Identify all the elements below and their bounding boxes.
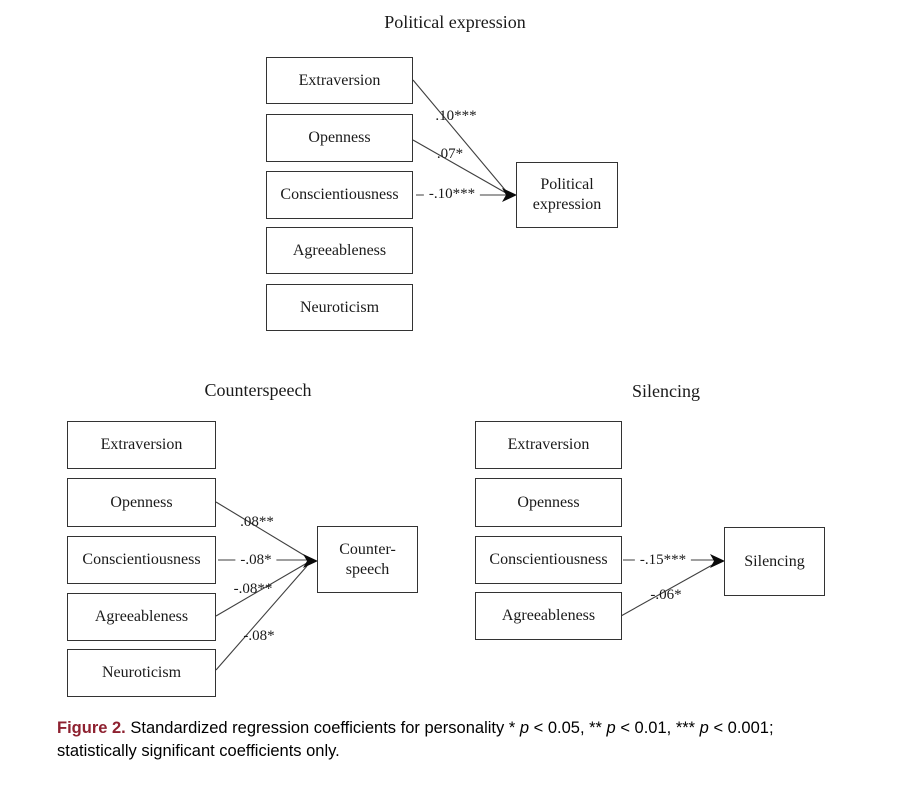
outcome-label-line: expression — [532, 196, 602, 213]
outcome-label-line: Political — [540, 176, 594, 193]
diagram-title-counterspeech: Counterspeech — [204, 380, 312, 400]
coef-extraversion-political-expression: .10*** — [435, 108, 477, 124]
predictor-box-agreeableness-2: Agreeableness — [67, 593, 216, 641]
coef-neuroticism-counterspeech: -.08* — [243, 628, 275, 644]
predictor-box-neuroticism-2: Neuroticism — [67, 649, 216, 697]
coef-agreeableness-silencing: -.06* — [650, 587, 682, 603]
figure-caption-line2: statistically significant coefficients only. — [57, 742, 340, 760]
arrowhead-silencing — [710, 554, 725, 568]
caption-p-symbol: p — [519, 719, 530, 737]
outcome-box-silencing — [724, 527, 825, 596]
coef-openness-political-expression: .07* — [436, 146, 464, 162]
predictor-box-agreeableness-1: Agreeableness — [266, 227, 413, 274]
figure-caption-label: Figure 2. — [57, 719, 126, 737]
predictor-box-openness-1: Openness — [266, 114, 413, 162]
caption-text: < 0.01, *** — [615, 719, 700, 737]
diagram-title-silencing: Silencing — [632, 381, 700, 401]
caption-p-symbol: p — [606, 719, 616, 737]
predictor-box-conscientiousness-1: Conscientiousness — [266, 171, 413, 219]
predictor-box-extraversion-2: Extraversion — [67, 421, 216, 469]
predictor-box-conscientiousness-3: Conscientiousness — [475, 536, 622, 584]
predictor-box-extraversion-3: Extraversion — [475, 421, 622, 469]
edge-extraversion-political-expression — [413, 80, 506, 191]
coef-conscientiousness-political-expression: -.10*** — [424, 185, 480, 203]
caption-text: < 0.05, ** — [529, 719, 607, 737]
caption-text: < 0.001; — [708, 719, 774, 737]
figure-caption — [57, 717, 887, 763]
outcome-label-line: Counter- — [339, 540, 396, 558]
outcome-label-line: Silencing — [744, 552, 805, 570]
diagram-title-political-expression: Political expression — [384, 12, 526, 32]
predictor-box-openness-2: Openness — [67, 478, 216, 527]
predictor-box-openness-3: Openness — [475, 478, 622, 527]
predictor-box-neuroticism-1: Neuroticism — [266, 284, 413, 331]
coef-conscientiousness-counterspeech: -.08* — [235, 551, 276, 569]
outcome-label-line: speech — [345, 560, 390, 578]
outcome-box-counterspeech — [317, 526, 418, 593]
predictor-box-agreeableness-3: Agreeableness — [475, 592, 622, 640]
coef-conscientiousness-silencing: -.15*** — [635, 551, 691, 569]
caption-p-symbol: p — [699, 719, 709, 737]
coef-openness-counterspeech: .08** — [240, 514, 274, 530]
outcome-box-political-expression — [516, 162, 618, 228]
arrowhead-counterspeech — [303, 554, 318, 568]
predictor-box-conscientiousness-2: Conscientiousness — [67, 536, 216, 584]
predictor-box-extraversion-1: Extraversion — [266, 57, 413, 104]
caption-text: Standardized regression coefficients for personality * — [125, 719, 520, 737]
figure-caption-line1 — [57, 717, 887, 740]
coef-agreeableness-counterspeech: -.08** — [233, 581, 273, 597]
